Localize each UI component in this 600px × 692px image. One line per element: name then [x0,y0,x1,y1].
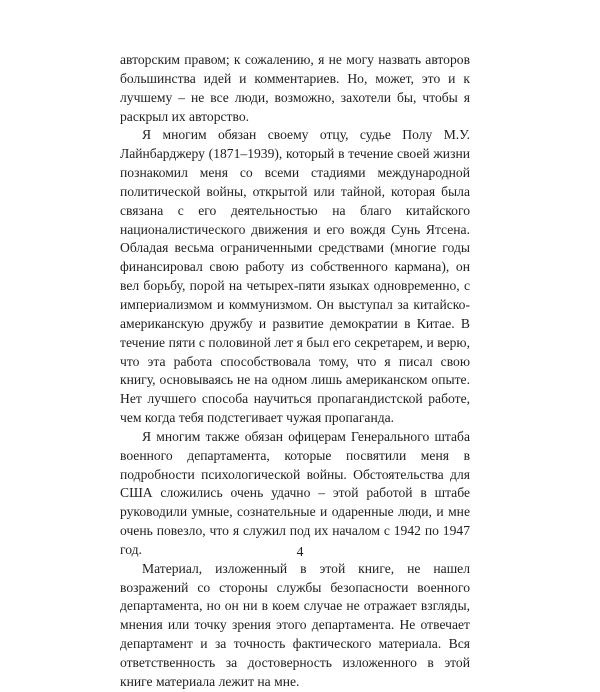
paragraph-continuation: авторским правом; к сожалению, я не могу назвать авторов большинства идей и комментариев. Но, может, это и к лучшему – не все люди, возможно, захотели бы, чтобы я раскрыл их авторство. [120,52,470,124]
body-text [120,51,470,692]
page-number: 4 [296,544,304,559]
paragraph-father: Я многим обязан своему отцу, судье Полу М.У. Лайнбарджеру (1871–1939), который в течение своей жизни познакомил меня со всеми стадиями международной политической войны, открытой или тайной, которая была связана с его деятельностью на благо китайского националистического движения и его вождя Сунь Ятсена. Обладая весьма ограниченными средствами (многие годы финансировал свою работу из собственного кармана), он вел борьбу, порой на четырех-пяти языках одновременно, с империализмом и коммунизмом. Он выступал за китайско-американскую дружбу и развитие демократии в Китае. В течение пяти с половиной лет я был его секретарем, и верю, что эта работа способствовала тому, что я писал свою книгу, основываясь не на одном лишь американском опыте. Нет лучшего способа научиться пропагандистской работе, чем когда тебя подстегивает чужая пропаганда. [120,127,470,426]
paragraph-disclaimer: Материал, изложенный в этой книге, не нашел возражений со стороны службы безопасности военного департамента, но он ни в коем случае не отражает взгляды, мнения или точку зрения этого департамента. Не отвечает департамент и за точность фактического материала. Вся ответственность за достоверность изложенного в этой книге материала лежит на мне. [120,560,470,689]
paragraph-general-staff: Я многим также обязан офицерам Генерального штаба военного департамента, которые посвятили меня в подробности психологической войны. Обстоятельства для США сложились очень удачно – этой работой в штабе руководили умные, сознательные и одаренные люди, и мне очень повезло, что я служил под их началом с 1942 по 1947 год. [120,428,470,557]
